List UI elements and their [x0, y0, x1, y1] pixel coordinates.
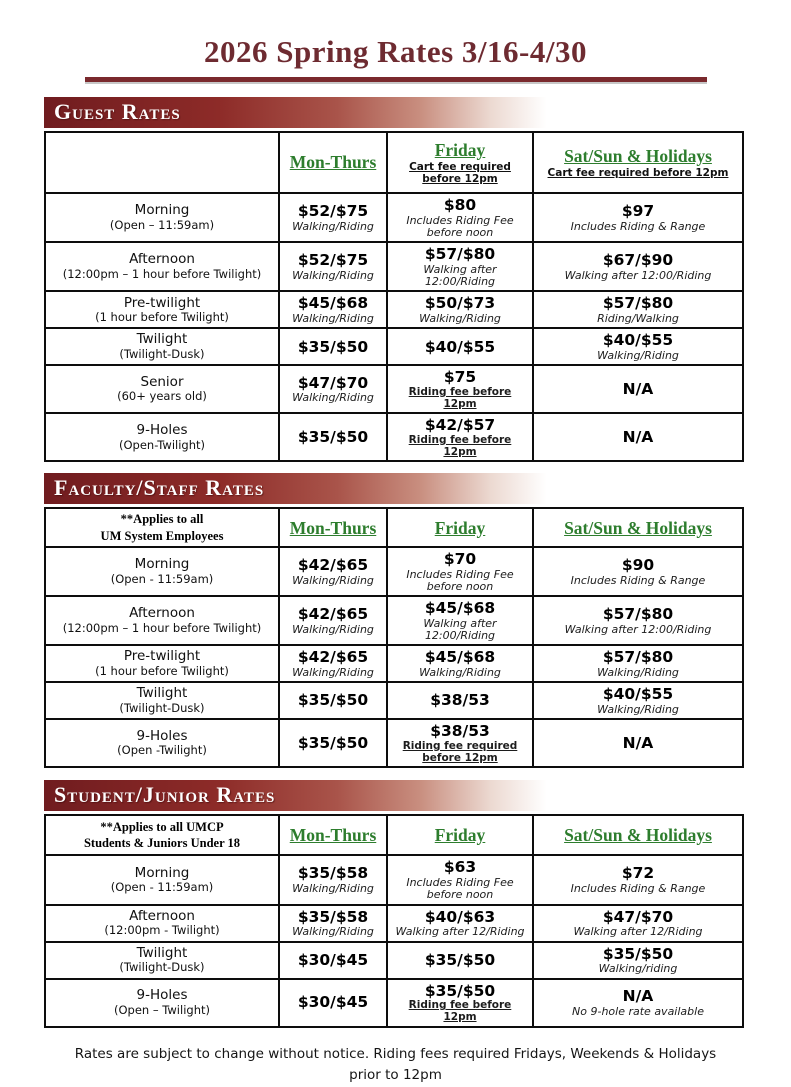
rate-cell: $35/$58 Walking/Riding — [279, 855, 387, 904]
student-junior-rates-banner: Student/Junior Rates — [44, 780, 742, 811]
rate-cell: $40/$55 Walking/Riding — [533, 682, 743, 719]
faculty-staff-rates-table — [44, 507, 744, 768]
row-label-cell: Afternoon (12:00pm – 1 hour before Twilight) — [45, 596, 279, 645]
table-row — [45, 719, 743, 767]
row-label-cell: Morning (Open – 11:59am) — [45, 193, 279, 242]
row-label-cell: Morning (Open - 11:59am) — [45, 547, 279, 596]
rate-cell: $35/$50 — [279, 413, 387, 461]
rate-cell: $80 Includes Riding Fee before noon — [387, 193, 533, 242]
rate-cell: $47/$70 Walking/Riding — [279, 365, 387, 413]
rate-cell: $97 Includes Riding & Range — [533, 193, 743, 242]
corner-cell: **Applies to all UM System Employees — [45, 508, 279, 547]
faculty-staff-rates-banner: Faculty/Staff Rates — [44, 473, 742, 504]
table-row — [45, 242, 743, 291]
row-label-cell: Pre-twilight (1 hour before Twilight) — [45, 291, 279, 328]
rate-cell: $42/$57 Riding fee before 12pm — [387, 413, 533, 461]
rate-cell: $67/$90 Walking after 12:00/Riding — [533, 242, 743, 291]
row-label-cell: Twilight (Twilight-Dusk) — [45, 328, 279, 365]
rate-cell: $40/$55 — [387, 328, 533, 365]
column-header-mon-thurs: Mon-Thurs — [279, 508, 387, 547]
rate-cell: $50/$73 Walking/Riding — [387, 291, 533, 328]
footer-disclaimer — [0, 1044, 791, 1087]
section-guest-rates — [44, 97, 742, 462]
table-header-row — [45, 508, 743, 547]
rate-cell: $72 Includes Riding & Range — [533, 855, 743, 904]
rate-cell: $35/$50 Riding fee before 12pm — [387, 979, 533, 1027]
column-header-sat-sun: Sat/Sun & Holidays — [533, 508, 743, 547]
table-row — [45, 942, 743, 979]
rate-cell: $35/$50 — [279, 719, 387, 767]
rate-cell: $42/$65 Walking/Riding — [279, 547, 387, 596]
corner-cell — [45, 132, 279, 193]
rate-cell: N/A No 9-hole rate available — [533, 979, 743, 1027]
page-title: 2026 Spring Rates 3/16-4/30 — [204, 34, 587, 69]
row-label-cell: 9-Holes (Open -Twilight) — [45, 719, 279, 767]
rate-cell: $35/$58 Walking/Riding — [279, 905, 387, 942]
column-header-friday: Friday — [387, 508, 533, 547]
table-row — [45, 291, 743, 328]
table-header-row — [45, 132, 743, 193]
row-label-cell: Senior (60+ years old) — [45, 365, 279, 413]
rate-cell: $35/$50 — [279, 682, 387, 719]
table-header-row — [45, 815, 743, 855]
section-student-junior-rates — [44, 780, 742, 1027]
table-row — [45, 365, 743, 413]
rate-cell: $70 Includes Riding Fee before noon — [387, 547, 533, 596]
rate-cell: $52/$75 Walking/Riding — [279, 242, 387, 291]
table-row — [45, 193, 743, 242]
row-label-cell: Afternoon (12:00pm – 1 hour before Twilight) — [45, 242, 279, 291]
rate-cell: N/A — [533, 719, 743, 767]
table-row — [45, 547, 743, 596]
row-label-cell: Afternoon (12:00pm - Twilight) — [45, 905, 279, 942]
rate-cell: $45/$68 Walking/Riding — [387, 645, 533, 682]
column-header-sat-sun: Sat/Sun & Holidays Cart fee required before 12pm — [533, 132, 743, 193]
table-row — [45, 855, 743, 904]
rate-cell: $35/$50 Walking/riding — [533, 942, 743, 979]
table-row — [45, 905, 743, 942]
rate-cell: $52/$75 Walking/Riding — [279, 193, 387, 242]
rate-cell: $90 Includes Riding & Range — [533, 547, 743, 596]
corner-cell: **Applies to all UMCP Students & Juniors Under 18 — [45, 815, 279, 855]
rate-cell: $40/$55 Walking/Riding — [533, 328, 743, 365]
guest-rates-table — [44, 131, 744, 462]
rate-cell: $45/$68 Walking/Riding — [279, 291, 387, 328]
table-row — [45, 979, 743, 1027]
table-row — [45, 413, 743, 461]
guest-rates-banner: Guest Rates — [44, 97, 742, 128]
column-header-sat-sun: Sat/Sun & Holidays — [533, 815, 743, 855]
rate-cell: $57/$80 Walking/Riding — [533, 645, 743, 682]
rate-cell: $35/$50 — [279, 328, 387, 365]
rate-cell: $63 Includes Riding Fee before noon — [387, 855, 533, 904]
row-label-cell: 9-Holes (Open – Twilight) — [45, 979, 279, 1027]
rate-cell: $42/$65 Walking/Riding — [279, 645, 387, 682]
row-label-cell: Twilight (Twilight-Dusk) — [45, 942, 279, 979]
rate-cell: $57/$80 Riding/Walking — [533, 291, 743, 328]
title-underline — [85, 77, 707, 82]
rate-cell: $57/$80 Walking after 12:00/Riding — [387, 242, 533, 291]
rate-cell: $30/$45 — [279, 942, 387, 979]
column-header-mon-thurs: Mon-Thurs — [279, 815, 387, 855]
rate-cell: $40/$63 Walking after 12/Riding — [387, 905, 533, 942]
column-header-mon-thurs: Mon-Thurs — [279, 132, 387, 193]
table-row — [45, 645, 743, 682]
rate-cell: $75 Riding fee before 12pm — [387, 365, 533, 413]
column-header-friday: Friday Cart fee required before 12pm — [387, 132, 533, 193]
rates-page — [0, 34, 791, 1084]
rate-cell: N/A — [533, 365, 743, 413]
table-row — [45, 682, 743, 719]
footer-line-2: prior to 12pm — [349, 1067, 442, 1084]
row-label-cell: 9-Holes (Open-Twilight) — [45, 413, 279, 461]
row-label-cell: Morning (Open - 11:59am) — [45, 855, 279, 904]
rate-cell: $42/$65 Walking/Riding — [279, 596, 387, 645]
rate-cell: $57/$80 Walking after 12:00/Riding — [533, 596, 743, 645]
rate-cell: $38/53 Riding fee required before 12pm — [387, 719, 533, 767]
rate-cell: $35/$50 — [387, 942, 533, 979]
rate-cell: $47/$70 Walking after 12/Riding — [533, 905, 743, 942]
rate-cell: $30/$45 — [279, 979, 387, 1027]
table-row — [45, 328, 743, 365]
rate-cell: $45/$68 Walking after 12:00/Riding — [387, 596, 533, 645]
section-faculty-staff-rates — [44, 473, 742, 768]
table-row — [45, 596, 743, 645]
footer-line-1: Rates are subject to change without notice. Riding fees required Fridays, Weekends & Holidays — [74, 1045, 717, 1062]
student-junior-rates-table — [44, 814, 744, 1027]
rate-cell: N/A — [533, 413, 743, 461]
row-label-cell: Pre-twilight (1 hour before Twilight) — [45, 645, 279, 682]
row-label-cell: Twilight (Twilight-Dusk) — [45, 682, 279, 719]
rate-cell: $38/53 — [387, 682, 533, 719]
column-header-friday: Friday — [387, 815, 533, 855]
